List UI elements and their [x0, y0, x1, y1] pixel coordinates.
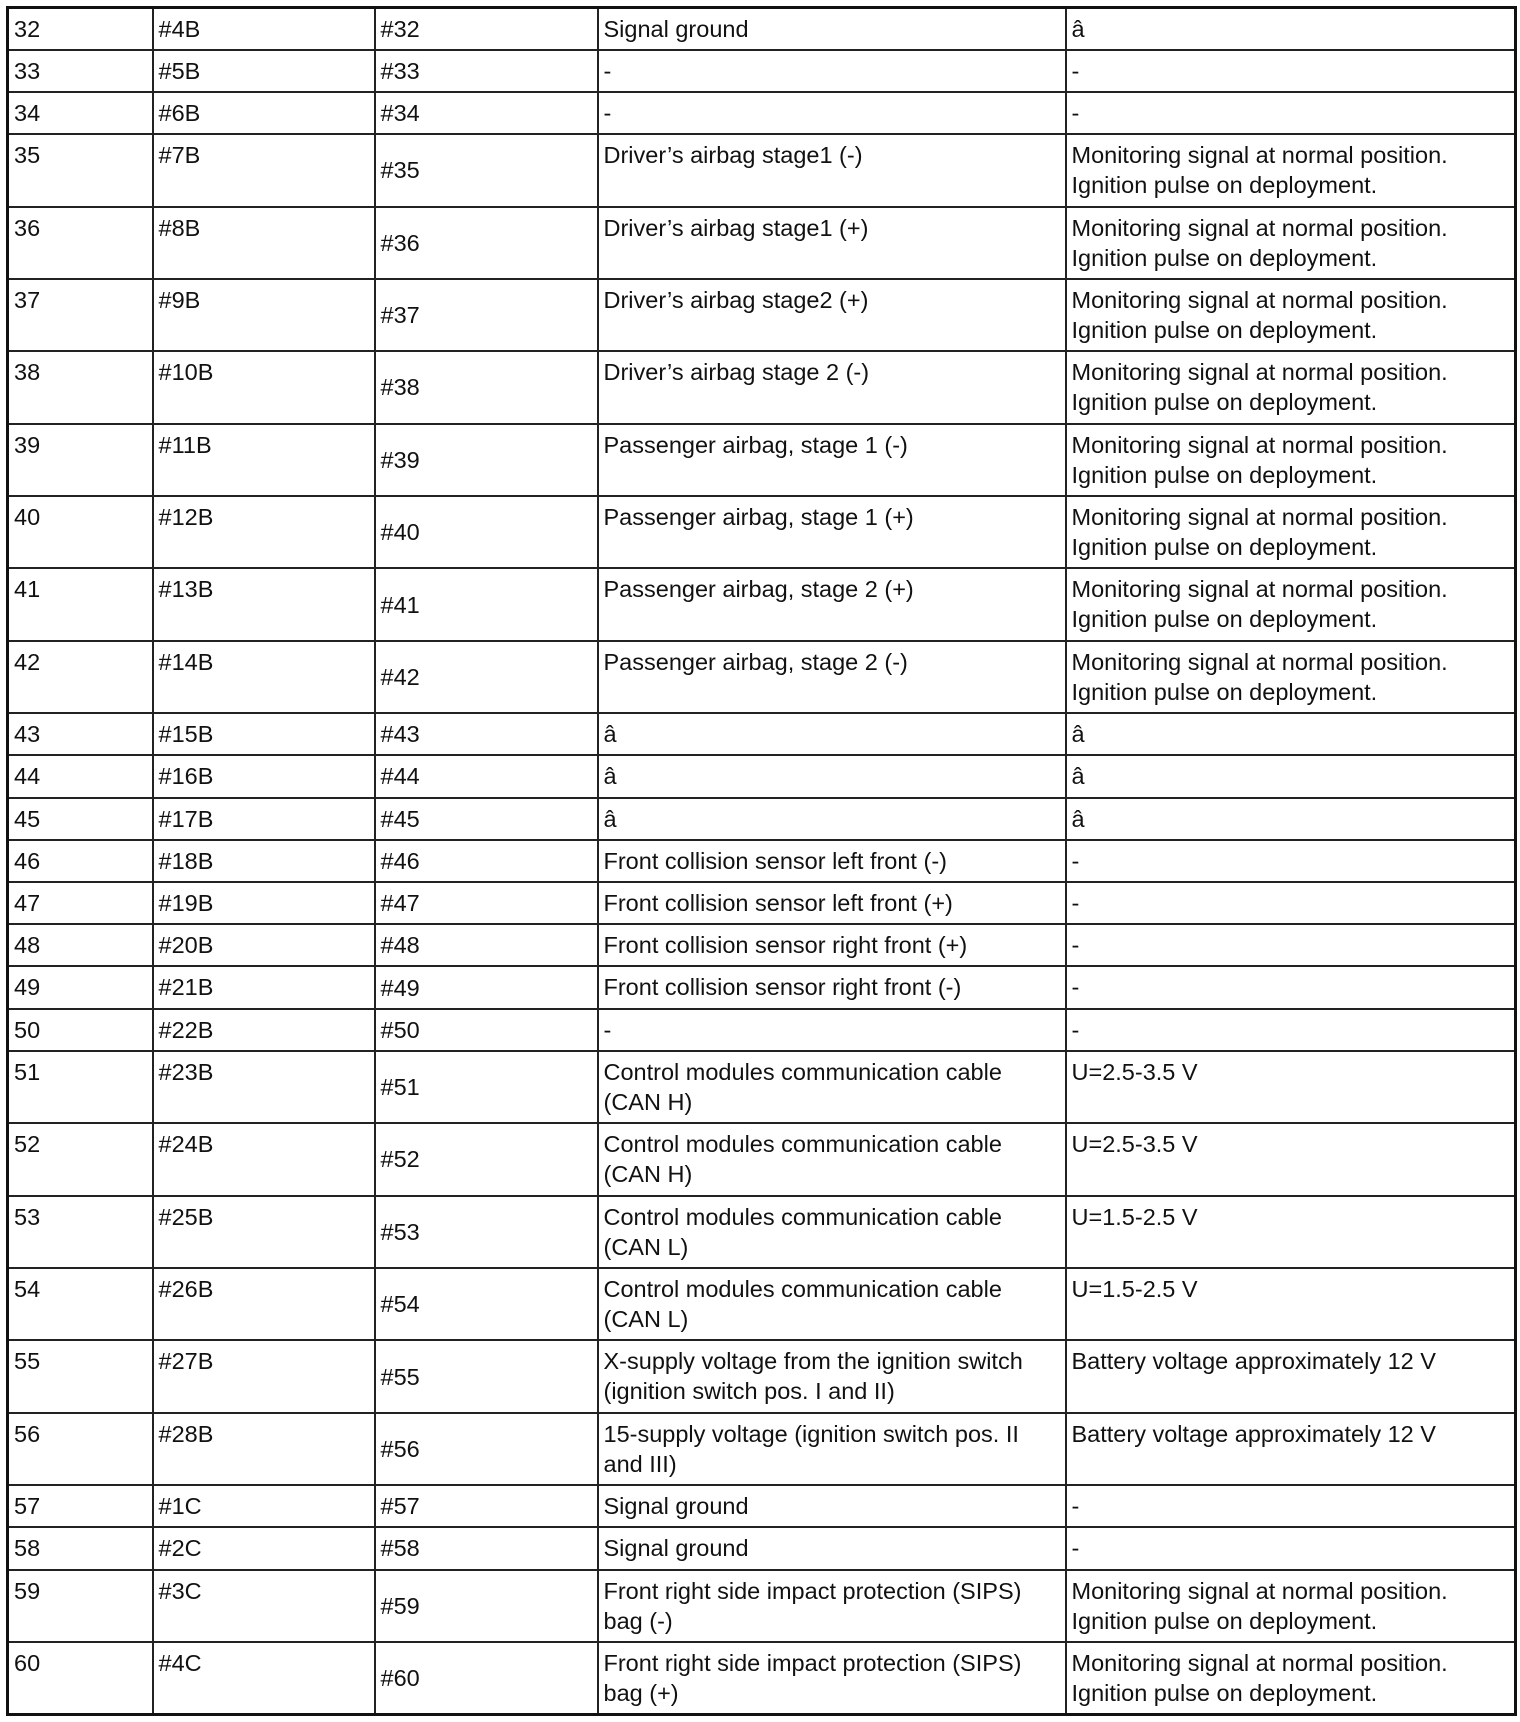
wire-reference-cell: #14B: [153, 641, 375, 713]
signal-note-cell: â: [1066, 798, 1516, 840]
signal-note-cell: U=2.5-3.5 V: [1066, 1123, 1516, 1195]
pin-number-cell: 43: [8, 713, 153, 755]
signal-note-cell: -: [1066, 840, 1516, 882]
function-cell: -: [598, 1009, 1066, 1051]
connector-pin-cell: #44: [375, 755, 598, 797]
table-row: [8, 92, 1516, 134]
signal-note-cell: -: [1066, 882, 1516, 924]
function-cell: Front right side impact protection (SIPS) bag (+): [598, 1642, 1066, 1715]
signal-note-cell: â: [1066, 713, 1516, 755]
pin-number-cell: 36: [8, 207, 153, 279]
connector-pin-cell: #43: [375, 713, 598, 755]
table-row: [8, 279, 1516, 351]
pin-number-cell: 37: [8, 279, 153, 351]
function-cell: -: [598, 50, 1066, 92]
function-cell: Passenger airbag, stage 1 (-): [598, 424, 1066, 496]
wire-reference-cell: #8B: [153, 207, 375, 279]
table-row: [8, 424, 1516, 496]
table-row: [8, 1413, 1516, 1485]
table-row: [8, 1570, 1516, 1642]
table-row: [8, 924, 1516, 966]
table-row: [8, 134, 1516, 206]
table-row: [8, 1196, 1516, 1268]
table-row: [8, 1051, 1516, 1123]
wire-reference-cell: #20B: [153, 924, 375, 966]
table-row: [8, 641, 1516, 713]
pin-number-cell: 50: [8, 1009, 153, 1051]
connector-pin-cell: #33: [375, 50, 598, 92]
wire-reference-cell: #21B: [153, 966, 375, 1008]
function-cell: â: [598, 755, 1066, 797]
signal-note-cell: Monitoring signal at normal position. Ignition pulse on deployment.: [1066, 351, 1516, 423]
signal-note-cell: Monitoring signal at normal position. Ignition pulse on deployment.: [1066, 207, 1516, 279]
table-row: [8, 496, 1516, 568]
wire-reference-cell: #12B: [153, 496, 375, 568]
signal-note-cell: -: [1066, 1485, 1516, 1527]
pin-number-cell: 44: [8, 755, 153, 797]
wire-reference-cell: #27B: [153, 1340, 375, 1412]
signal-note-cell: -: [1066, 92, 1516, 134]
signal-note-cell: U=1.5-2.5 V: [1066, 1268, 1516, 1340]
function-cell: â: [598, 713, 1066, 755]
wire-reference-cell: #22B: [153, 1009, 375, 1051]
signal-note-cell: Monitoring signal at normal position. Ignition pulse on deployment.: [1066, 424, 1516, 496]
function-cell: Control modules communication cable (CAN L): [598, 1196, 1066, 1268]
pin-number-cell: 42: [8, 641, 153, 713]
function-cell: Signal ground: [598, 1485, 1066, 1527]
wire-reference-cell: #17B: [153, 798, 375, 840]
function-cell: Control modules communication cable (CAN H): [598, 1051, 1066, 1123]
wire-reference-cell: #28B: [153, 1413, 375, 1485]
pin-number-cell: 60: [8, 1642, 153, 1715]
table-row: [8, 966, 1516, 1008]
connector-pin-cell: #50: [375, 1009, 598, 1051]
function-cell: Signal ground: [598, 1527, 1066, 1569]
signal-note-cell: U=2.5-3.5 V: [1066, 1051, 1516, 1123]
wire-reference-cell: #2C: [153, 1527, 375, 1569]
wire-reference-cell: #9B: [153, 279, 375, 351]
function-cell: Front collision sensor left front (-): [598, 840, 1066, 882]
table-row: [8, 713, 1516, 755]
table-row: [8, 882, 1516, 924]
wire-reference-cell: #5B: [153, 50, 375, 92]
pin-table: [6, 6, 1517, 1716]
connector-pin-cell: #48: [375, 924, 598, 966]
table-row: [8, 207, 1516, 279]
table-row: [8, 1340, 1516, 1412]
wire-reference-cell: #10B: [153, 351, 375, 423]
wire-reference-cell: #7B: [153, 134, 375, 206]
connector-pin-cell: #52: [375, 1123, 598, 1195]
signal-note-cell: Battery voltage approximately 12 V: [1066, 1340, 1516, 1412]
signal-note-cell: Monitoring signal at normal position. Ignition pulse on deployment.: [1066, 1570, 1516, 1642]
wire-reference-cell: #11B: [153, 424, 375, 496]
signal-note-cell: -: [1066, 1527, 1516, 1569]
connector-pin-cell: #51: [375, 1051, 598, 1123]
wire-reference-cell: #18B: [153, 840, 375, 882]
pin-number-cell: 55: [8, 1340, 153, 1412]
pin-number-cell: 49: [8, 966, 153, 1008]
wire-reference-cell: #19B: [153, 882, 375, 924]
pin-number-cell: 33: [8, 50, 153, 92]
pin-number-cell: 57: [8, 1485, 153, 1527]
signal-note-cell: Battery voltage approximately 12 V: [1066, 1413, 1516, 1485]
connector-pin-cell: #57: [375, 1485, 598, 1527]
table-row: [8, 1485, 1516, 1527]
signal-note-cell: Monitoring signal at normal position. Ignition pulse on deployment.: [1066, 568, 1516, 640]
table-row: [8, 351, 1516, 423]
wire-reference-cell: #4B: [153, 8, 375, 50]
function-cell: Driver’s airbag stage2 (+): [598, 279, 1066, 351]
signal-note-cell: Monitoring signal at normal position. Ignition pulse on deployment.: [1066, 134, 1516, 206]
connector-pin-cell: #37: [375, 279, 598, 351]
function-cell: â: [598, 798, 1066, 840]
function-cell: Front collision sensor left front (+): [598, 882, 1066, 924]
function-cell: -: [598, 92, 1066, 134]
pin-number-cell: 54: [8, 1268, 153, 1340]
wire-reference-cell: #1C: [153, 1485, 375, 1527]
connector-pin-cell: #59: [375, 1570, 598, 1642]
pin-number-cell: 38: [8, 351, 153, 423]
wire-reference-cell: #25B: [153, 1196, 375, 1268]
table-row: [8, 8, 1516, 50]
table-row: [8, 1527, 1516, 1569]
pin-number-cell: 53: [8, 1196, 153, 1268]
pin-number-cell: 58: [8, 1527, 153, 1569]
pin-number-cell: 52: [8, 1123, 153, 1195]
function-cell: Passenger airbag, stage 1 (+): [598, 496, 1066, 568]
wire-reference-cell: #13B: [153, 568, 375, 640]
pin-number-cell: 32: [8, 8, 153, 50]
wire-reference-cell: #4C: [153, 1642, 375, 1715]
table-row: [8, 755, 1516, 797]
connector-pin-cell: #60: [375, 1642, 598, 1715]
function-cell: Front collision sensor right front (-): [598, 966, 1066, 1008]
function-cell: Control modules communication cable (CAN H): [598, 1123, 1066, 1195]
connector-pin-cell: #45: [375, 798, 598, 840]
pin-number-cell: 46: [8, 840, 153, 882]
connector-pin-cell: #46: [375, 840, 598, 882]
signal-note-cell: -: [1066, 50, 1516, 92]
function-cell: Driver’s airbag stage1 (-): [598, 134, 1066, 206]
signal-note-cell: Monitoring signal at normal position. Ignition pulse on deployment.: [1066, 641, 1516, 713]
wire-reference-cell: #23B: [153, 1051, 375, 1123]
table-row: [8, 568, 1516, 640]
signal-note-cell: â: [1066, 8, 1516, 50]
function-cell: 15-supply voltage (ignition switch pos. II and III): [598, 1413, 1066, 1485]
signal-note-cell: Monitoring signal at normal position. Ignition pulse on deployment.: [1066, 1642, 1516, 1715]
pin-number-cell: 35: [8, 134, 153, 206]
function-cell: Front right side impact protection (SIPS) bag (-): [598, 1570, 1066, 1642]
function-cell: X-supply voltage from the ignition switch (ignition switch pos. I and II): [598, 1340, 1066, 1412]
connector-pin-cell: #55: [375, 1340, 598, 1412]
wire-reference-cell: #24B: [153, 1123, 375, 1195]
function-cell: Passenger airbag, stage 2 (-): [598, 641, 1066, 713]
connector-pin-cell: #36: [375, 207, 598, 279]
connector-pin-cell: #53: [375, 1196, 598, 1268]
table-row: [8, 798, 1516, 840]
function-cell: Control modules communication cable (CAN L): [598, 1268, 1066, 1340]
function-cell: Passenger airbag, stage 2 (+): [598, 568, 1066, 640]
signal-note-cell: Monitoring signal at normal position. Ignition pulse on deployment.: [1066, 496, 1516, 568]
wire-reference-cell: #15B: [153, 713, 375, 755]
pin-number-cell: 56: [8, 1413, 153, 1485]
wire-reference-cell: #3C: [153, 1570, 375, 1642]
wire-reference-cell: #16B: [153, 755, 375, 797]
connector-pin-cell: #32: [375, 8, 598, 50]
connector-pin-cell: #40: [375, 496, 598, 568]
connector-pin-cell: #47: [375, 882, 598, 924]
function-cell: Driver’s airbag stage1 (+): [598, 207, 1066, 279]
connector-pin-cell: #39: [375, 424, 598, 496]
pin-number-cell: 48: [8, 924, 153, 966]
table-row: [8, 840, 1516, 882]
pin-number-cell: 59: [8, 1570, 153, 1642]
connector-pin-cell: #58: [375, 1527, 598, 1569]
table-row: [8, 50, 1516, 92]
connector-pin-cell: #38: [375, 351, 598, 423]
function-cell: Signal ground: [598, 8, 1066, 50]
connector-pin-cell: #35: [375, 134, 598, 206]
table-row: [8, 1268, 1516, 1340]
table-row: [8, 1009, 1516, 1051]
connector-pin-cell: #34: [375, 92, 598, 134]
pin-number-cell: 47: [8, 882, 153, 924]
signal-note-cell: -: [1066, 966, 1516, 1008]
signal-note-cell: U=1.5-2.5 V: [1066, 1196, 1516, 1268]
pin-table-body: [8, 8, 1516, 1715]
pin-number-cell: 41: [8, 568, 153, 640]
pin-number-cell: 45: [8, 798, 153, 840]
signal-note-cell: -: [1066, 1009, 1516, 1051]
connector-pin-cell: #49: [375, 966, 598, 1008]
function-cell: Front collision sensor right front (+): [598, 924, 1066, 966]
signal-note-cell: -: [1066, 924, 1516, 966]
connector-pin-cell: #41: [375, 568, 598, 640]
connector-pin-cell: #42: [375, 641, 598, 713]
wire-reference-cell: #26B: [153, 1268, 375, 1340]
pin-number-cell: 34: [8, 92, 153, 134]
signal-note-cell: Monitoring signal at normal position. Ignition pulse on deployment.: [1066, 279, 1516, 351]
pin-number-cell: 51: [8, 1051, 153, 1123]
table-row: [8, 1123, 1516, 1195]
pin-number-cell: 39: [8, 424, 153, 496]
connector-pin-cell: #54: [375, 1268, 598, 1340]
pin-number-cell: 40: [8, 496, 153, 568]
function-cell: Driver’s airbag stage 2 (-): [598, 351, 1066, 423]
table-row: [8, 1642, 1516, 1715]
wire-reference-cell: #6B: [153, 92, 375, 134]
connector-pin-cell: #56: [375, 1413, 598, 1485]
signal-note-cell: â: [1066, 755, 1516, 797]
